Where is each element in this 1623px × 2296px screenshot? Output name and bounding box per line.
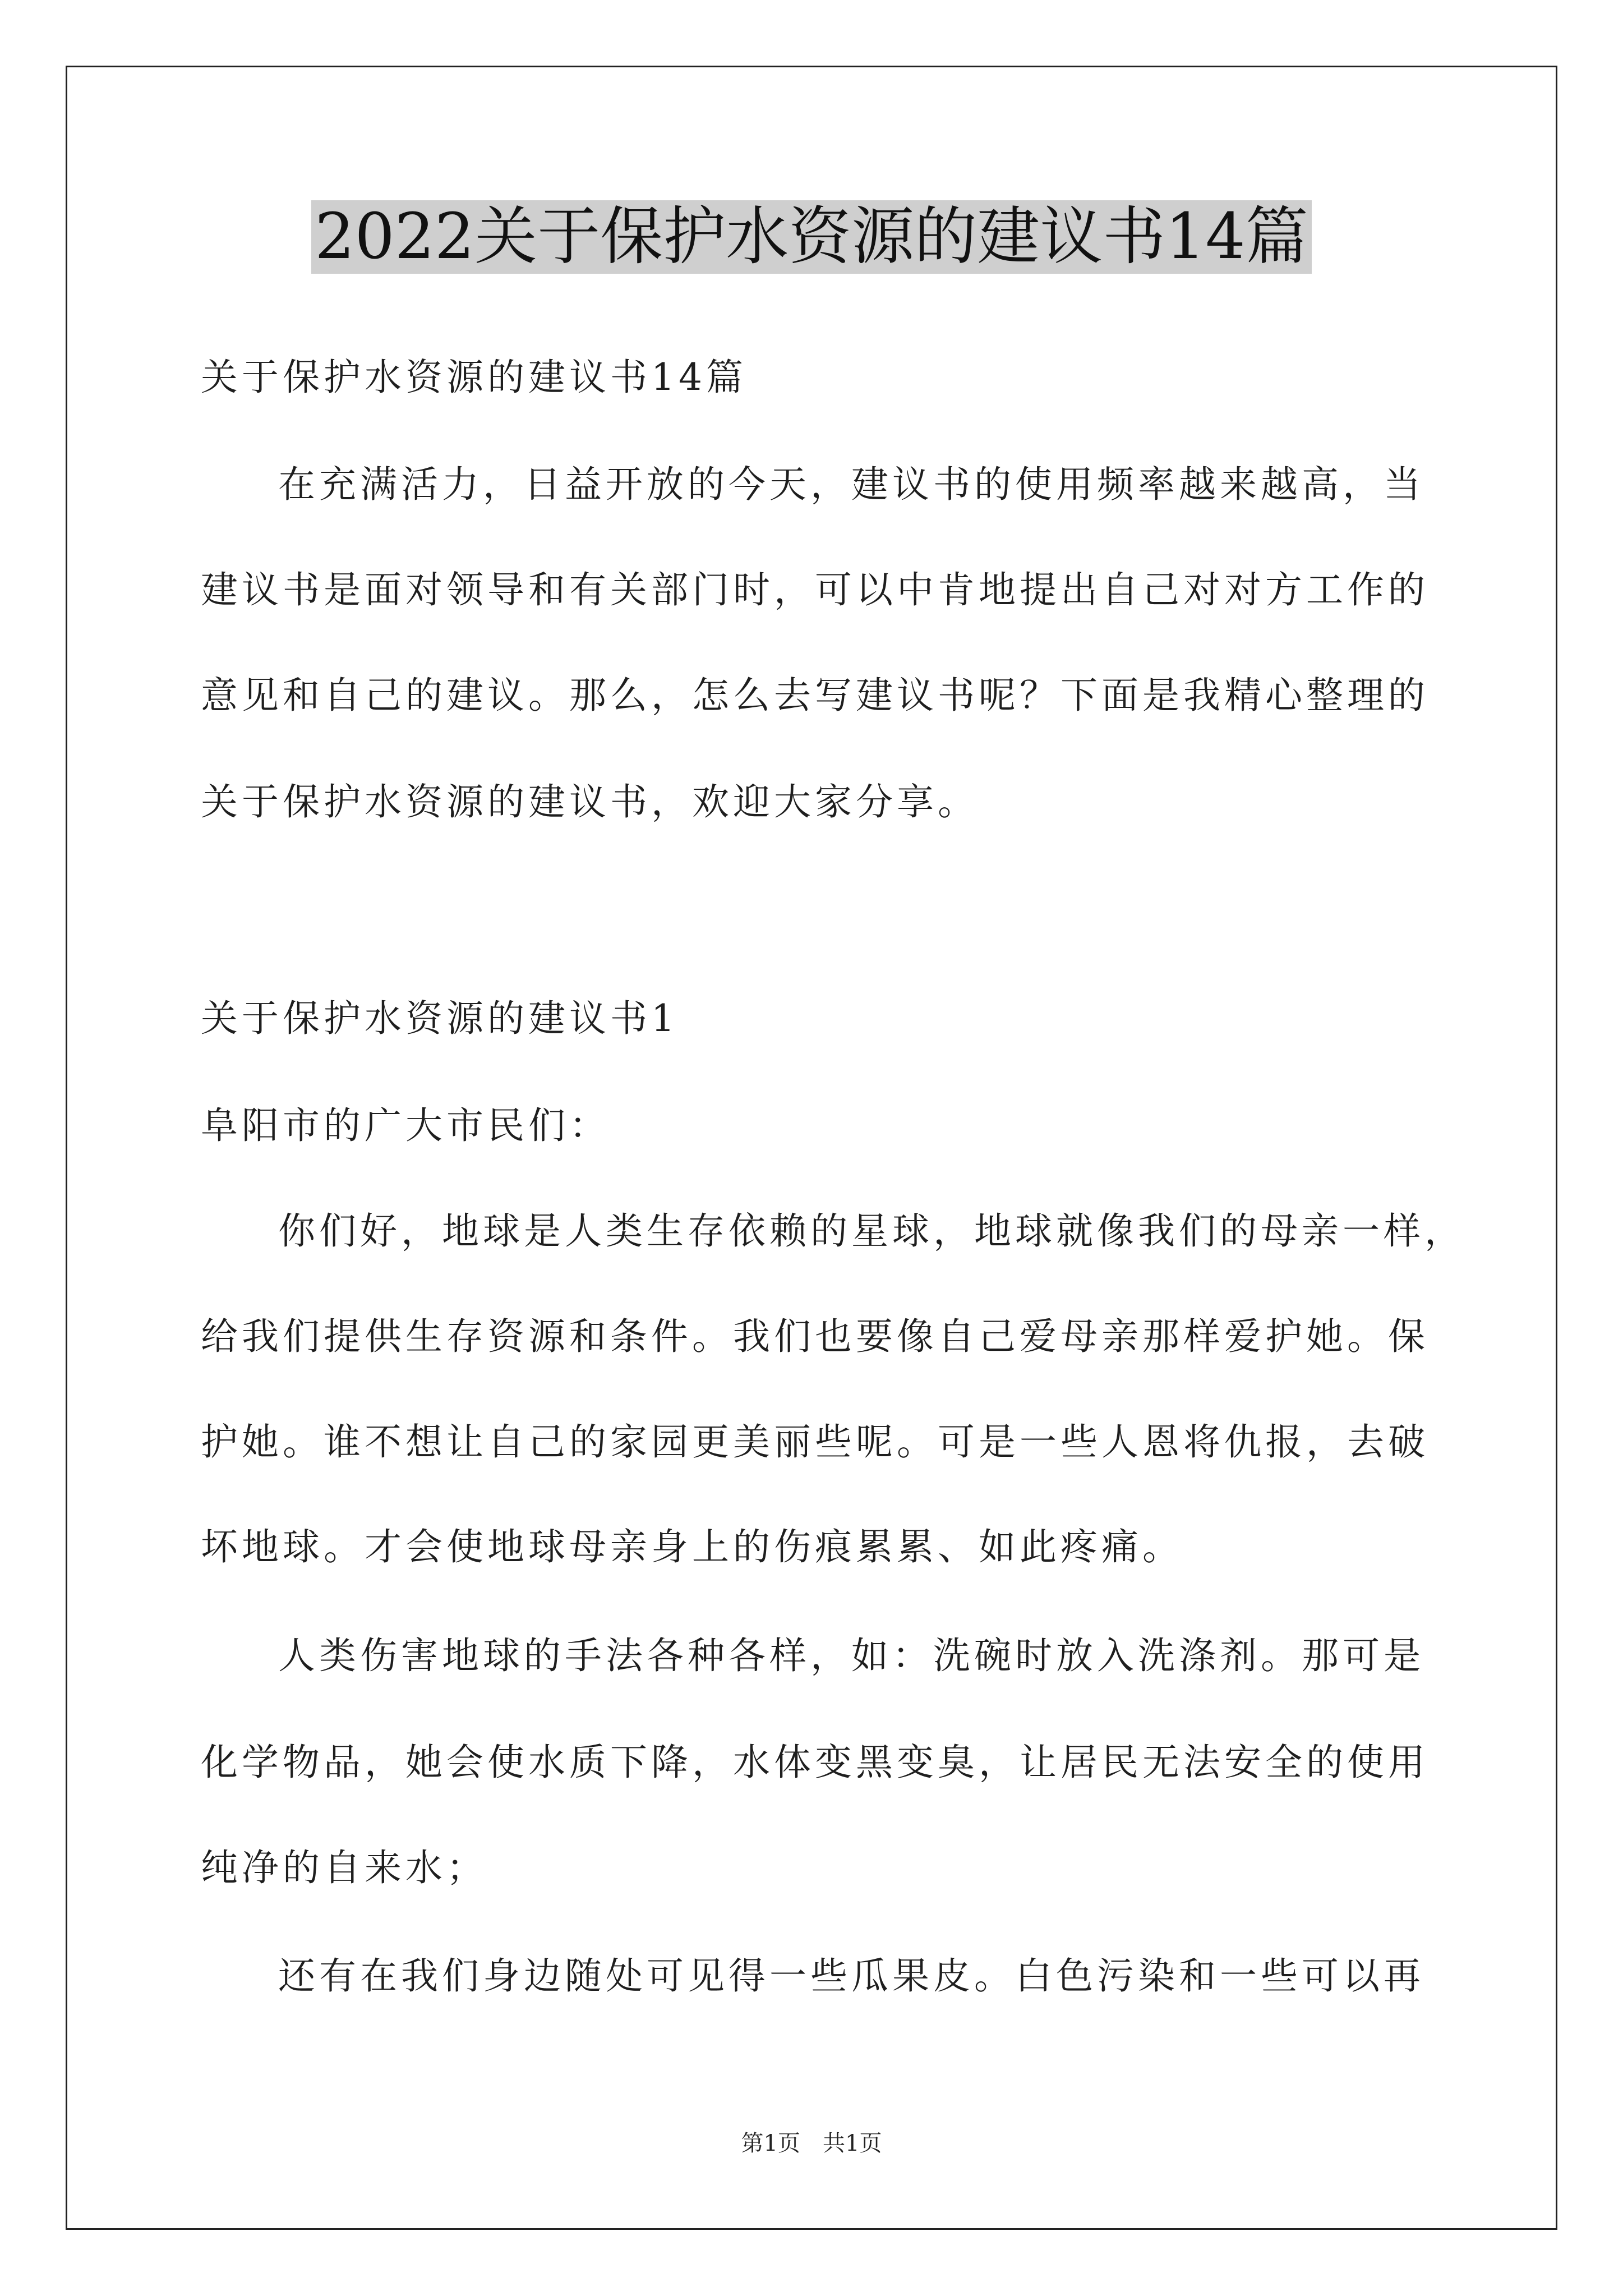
- intro-line: 建议书是面对领导和有关部门时，可以中肯地提出自己对对方工作的: [201, 568, 1429, 611]
- document-title-row: [0, 200, 1623, 274]
- document-title: 2022关于保护水资源的建议书14篇: [311, 200, 1312, 274]
- document-subtitle: 关于保护水资源的建议书14篇: [201, 356, 747, 399]
- paragraph-line: 化学物品，她会使水质下降，水体变黑变臭，让居民无法安全的使用: [201, 1741, 1429, 1784]
- intro-line: 关于保护水资源的建议书，欢迎大家分享。: [201, 780, 979, 823]
- paragraph-line: 你们好，地球是人类生存依赖的星球，地球就像我们的母亲一样，: [278, 1209, 1465, 1253]
- intro-line: 在充满活力，日益开放的今天，建议书的使用频率越来越高，当: [278, 463, 1424, 506]
- paragraph-line: 人类伤害地球的手法各种各样，如：洗碗时放入洗涤剂。那可是: [278, 1634, 1424, 1677]
- paragraph-line: 还有在我们身边随处可见得一些瓜果皮。白色污染和一些可以再: [278, 1954, 1424, 1998]
- paragraph-line: 坏地球。才会使地球母亲身上的伤痕累累、如此疼痛。: [201, 1525, 1183, 1568]
- paragraph-line: 纯净的自来水；: [201, 1846, 487, 1889]
- intro-line: 意见和自己的建议。那么，怎么去写建议书呢？下面是我精心整理的: [201, 674, 1429, 717]
- paragraph-line: 给我们提供生存资源和条件。我们也要像自己爱母亲那样爱护她。保: [201, 1315, 1429, 1358]
- paragraph-line: 护她。谁不想让自己的家园更美丽些呢。可是一些人恩将仇报，去破: [201, 1420, 1429, 1464]
- letter-salutation: 阜阳市的广大市民们：: [201, 1104, 610, 1147]
- page-number-footer: 第1页 共1页: [741, 2131, 882, 2156]
- section-heading: 关于保护水资源的建议书1: [201, 997, 679, 1040]
